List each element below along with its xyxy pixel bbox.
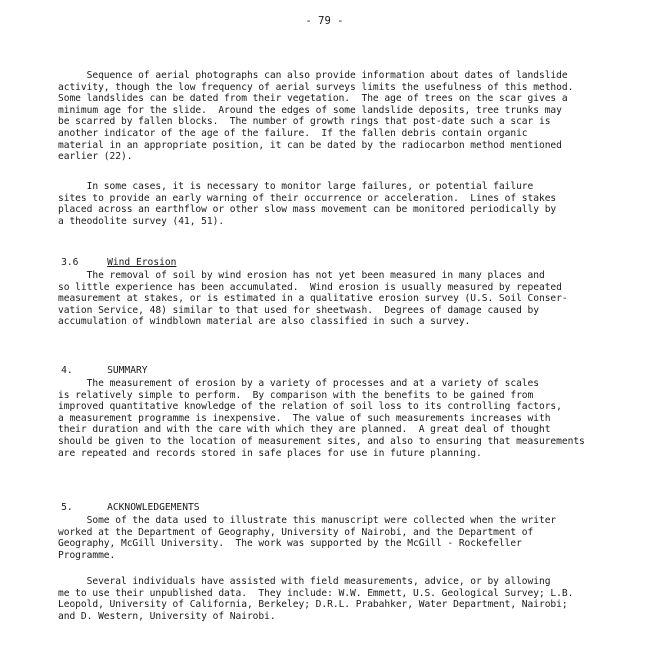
paragraph-wind-erosion: The removal of soil by wind erosion has not yet been measured in many places and so little experience has been accumulated. Wind erosion is usually measured by repeated measurement at stakes, or is estimated in a qualitative erosion survey (U.S. Soil Conser- vation Service, 48) similar to that used for sheetwash. Degrees of damage caused by accumulation of windblown material are also classified in such a survey. xyxy=(58,270,568,328)
section-number: 5. xyxy=(61,501,73,513)
section-title: ACKNOWLEDGEMENTS xyxy=(107,501,200,513)
paragraph-acknowledgements-2: Several individuals have assisted with field measurements, advice, or by allowing me to use their unpublished data. They include: W.W. Emmett, U.S. Geological Survey; L.B. Leopold, University of California, Berkeley; D.R.L. Prabahker, Water Department, Nairobi; and D. Western, University of Nairobi. xyxy=(58,576,574,622)
section-number: 3.6 xyxy=(61,256,79,268)
paragraph-summary: The measurement of erosion by a variety of processes and at a variety of scales is relatively simple to perform. By comparison with the benefits to be gained from improved quantitative knowledge of the relation of soil loss to its controlling factors, a measurement programme is inexpensive. The value of such measurements increases with their duration and with the care with which they are planned. A great deal of thought should be given to the location of measurement sites, and also to ensuring that measurements are repeated and records stored in safe places for use in future planning. xyxy=(58,378,585,459)
section-title: SUMMARY xyxy=(107,364,148,376)
paragraph-acknowledgements-1: Some of the data used to illustrate this manuscript were collected when the writer worked at the Department of Geography, University of Nairobi, and the Department of Geography, McGill University. The work was supported by the McGill - Rockefeller Programme. xyxy=(58,515,557,561)
section-title: Wind Erosion xyxy=(107,256,177,268)
page-number: - 79 - xyxy=(305,15,344,27)
paragraph-landslide-dating: Sequence of aerial photographs can also provide information about dates of landslide activity, though the low frequency of aerial surveys limits the usefulness of this method. Some landslides can be dated from their vegetation. The age of trees on the scar gives a minimum age for the slide. Around the edges of some landslide deposits, tree trunks may be scarred by fallen blocks. The number of growth rings that post-date such a scar is another indicator of the age of the failure. If the fallen debris contain organic material in an appropriate position, it can be dated by the radiocarbon method mentioned earlier (22). xyxy=(58,70,574,163)
paragraph-monitoring: In some cases, it is necessary to monitor large failures, or potential failure sites to provide an early warning of their occurrence or acceleration. Lines of stakes placed across an earthflow or other slow mass movement can be monitored periodically by a theodolite survey (41, 51). xyxy=(58,181,557,227)
section-number: 4. xyxy=(61,364,73,376)
